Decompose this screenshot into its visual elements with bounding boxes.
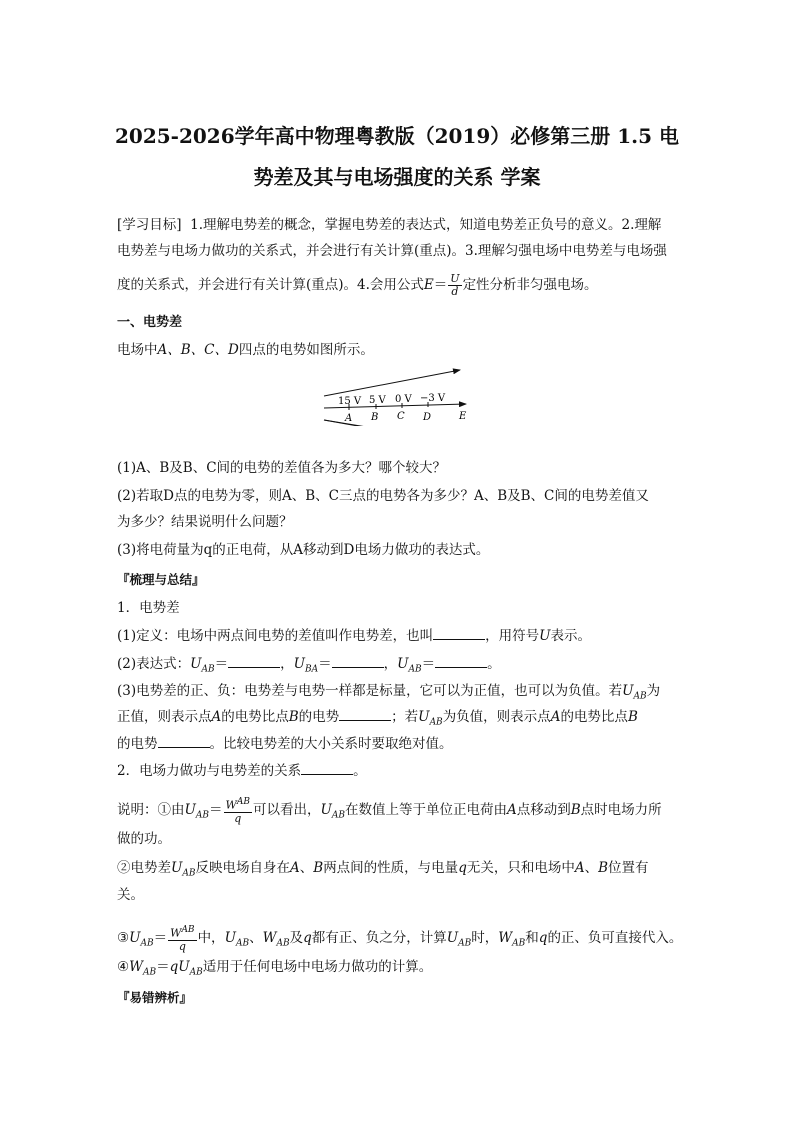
blank-answer-5	[339, 708, 391, 721]
blank-answer-4	[435, 655, 487, 668]
note-4: $④W_{AB}=qU_{AB}$适用于任何电场中电场力做功的计算。	[117, 959, 433, 978]
misc-heading: 『易错辨析』	[117, 990, 193, 1005]
blank-answer-6	[158, 735, 210, 748]
point-label-a: A	[345, 413, 353, 424]
question-2-line-2: 为多少？结果说明什么问题？	[117, 514, 293, 530]
sign-line-1: (3)电势差的正、负：电势差与电势一样都是标量，它可以为正值，也可以为负值。若$U_{AB}$为	[117, 683, 661, 702]
expression-line: (2)表达式：$U_{AB}=$ ，$U_{BA}=$ ，$U_{AB}=$ 。	[117, 656, 501, 675]
objectives-line-1: [学习目标] 1.理解电势差的概念，掌握电势差的表达式，知道电势差正负号的意义。2.理解	[117, 217, 662, 233]
formula-fraction-wab-over-q: $\frac{W^{AB}}{q}$	[225, 797, 250, 825]
blank-answer-1	[433, 627, 485, 640]
electric-field-figure	[318, 364, 478, 426]
blank-answer-3	[332, 655, 384, 668]
note-2-line-1: ②电势差$U_{AB}$反映电场自身在A、B两点间的性质，与电量q无关，只和电场中A、B位置有	[117, 860, 649, 879]
objectives-line-2: 电势差与电场力做功的关系式，并会进行有关计算(重点)。3.理解匀强电场中电势差与电场强	[117, 243, 667, 259]
point-label-c: C	[397, 411, 405, 422]
summary-item-2: 2．电场力做功与电势差的关系 。	[117, 763, 367, 779]
note-3: $③U_{AB}=$ $\frac{W^{AB}}{q}$ 中，$U_{AB}$、$W_{AB}$及q都有正、负之分，计算$U_{AB}$时，$W_{AB}$和q的正、负可直接代入。	[117, 925, 683, 953]
formula-fraction-wab-over-q-2: $\frac{W^{AB}}{q}$	[170, 925, 195, 953]
summary-heading: 『梳理与总结』	[117, 572, 205, 587]
document-title-line-1: 2025-2026学年高中物理粤教版（2019）必修第三册 1.5 电	[114, 124, 679, 148]
objectives-label: [学习目标]	[117, 217, 182, 233]
question-1: (1)A、B及B、C间的电势的差值各为多大？哪个较大？	[117, 460, 447, 476]
blank-answer-7	[301, 762, 353, 775]
note-1-line-2: 做的功。	[117, 831, 171, 847]
note-2-line-2: 关。	[117, 887, 144, 903]
sign-line-3: 的电势 。比较电势差的大小关系时要取绝对值。	[117, 736, 453, 752]
question-2-line-1: (2)若取D点的电势为零，则A、B、C三点的电势各为多少？A、B及B、C间的电势差值又	[117, 488, 649, 504]
summary-item-1: 1．电势差	[117, 600, 180, 616]
potential-label-c: 0 V	[395, 394, 412, 405]
potential-label-a: 15 V	[338, 396, 362, 407]
blank-answer-2	[228, 655, 280, 668]
document-title-line-2: 势差及其与电场强度的关系 学案	[253, 165, 541, 189]
potential-label-d: −3 V	[420, 393, 446, 404]
definition-line: (1)定义：电场中两点间电势的差值叫作电势差，也叫 ，用符号U表示。	[117, 628, 592, 644]
potential-label-b: 5 V	[369, 395, 386, 406]
sign-line-2: 正值，则表示点A的电势比点B的电势 ；若$U_{AB}$为负值，则表示点A的电势比点B	[117, 709, 638, 728]
section-intro: 电场中A、B、C、D四点的电势如图所示。	[117, 342, 374, 358]
point-label-b: B	[371, 412, 379, 423]
note-1-line-1: 说明：①由$U_{AB}=$ $\frac{W^{AB}}{q}$ 可以看出，$U_{AB}$在数值上等于单位正电荷由A点移动到B点时电场力所	[117, 797, 662, 825]
question-3: (3)将电荷量为q的正电荷，从A移动到D电场力做功的表达式。	[117, 542, 490, 558]
section-heading-potential-difference: 一、电势差	[117, 315, 183, 330]
formula-fraction-u-over-d: $\frac{U}{d}$	[450, 272, 460, 298]
objectives-line-3: 度的关系式，并会进行有关计算(重点)。4.会用公式E＝ $\frac{U}{d}$ 定性分析非匀强电场。	[117, 272, 598, 298]
point-label-e: E	[459, 411, 467, 422]
point-label-d: D	[423, 412, 432, 423]
